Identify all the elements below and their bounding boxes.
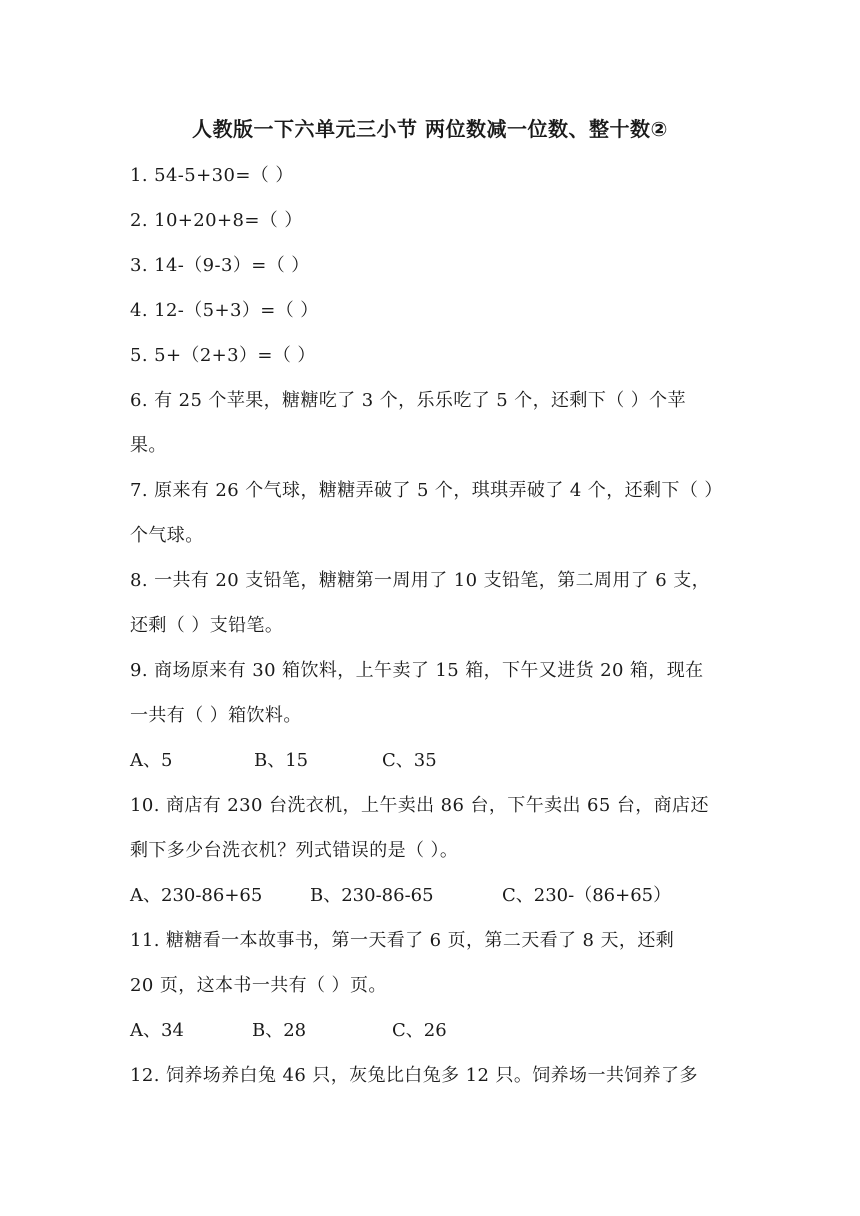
option-c: C、26 bbox=[392, 1020, 447, 1041]
option-c: C、35 bbox=[382, 750, 437, 771]
question-8-line-2: 还剩（ ）支铅笔。 bbox=[130, 615, 284, 636]
question-3: 3. 14-（9-3）=（ ） bbox=[130, 255, 310, 276]
question-7-line-2: 个气球。 bbox=[130, 525, 204, 546]
question-12-line-1: 12. 饲养场养白兔 46 只，灰兔比白兔多 12 只。饲养场一共饲养了多 bbox=[130, 1065, 698, 1086]
question-11-line-1: 11. 糖糖看一本故事书，第一天看了 6 页，第二天看了 8 天，还剩 bbox=[130, 930, 675, 951]
question-9-line-1: 9. 商场原来有 30 箱饮料，上午卖了 15 箱，下午又进货 20 箱，现在 bbox=[130, 660, 704, 681]
option-a: A、230-86+65 bbox=[130, 885, 263, 906]
question-1: 1. 54-5+30=（ ） bbox=[130, 165, 294, 186]
question-10-line-1: 10. 商店有 230 台洗衣机，上午卖出 86 台，下午卖出 65 台，商店还 bbox=[130, 795, 709, 816]
question-10-line-2: 剩下多少台洗衣机？列式错误的是（ ）。 bbox=[130, 840, 459, 861]
question-9-line-2: 一共有（ ）箱饮料。 bbox=[130, 705, 302, 726]
option-a: A、5 bbox=[130, 750, 173, 771]
option-c: C、230-（86+65） bbox=[502, 885, 672, 906]
option-a: A、34 bbox=[130, 1020, 184, 1041]
option-b: B、28 bbox=[252, 1020, 307, 1041]
question-11-line-2: 20 页，这本书一共有（ ）页。 bbox=[130, 975, 387, 996]
question-7-line-1: 7. 原来有 26 个气球，糖糖弄破了 5 个，琪琪弄破了 4 个，还剩下（ ） bbox=[130, 480, 723, 501]
question-5: 5. 5+（2+3）=（ ） bbox=[130, 345, 316, 366]
question-6-line-2: 果。 bbox=[130, 435, 167, 456]
page-title: 人教版一下六单元三小节 两位数减一位数、整十数② bbox=[192, 117, 668, 141]
question-2: 2. 10+20+8=（ ） bbox=[130, 210, 303, 231]
option-b: B、15 bbox=[254, 750, 309, 771]
option-b: B、230-86-65 bbox=[310, 885, 434, 906]
question-6-line-1: 6. 有 25 个苹果，糖糖吃了 3 个，乐乐吃了 5 个，还剩下（ ）个苹 bbox=[130, 390, 686, 411]
question-4: 4. 12-（5+3）=（ ） bbox=[130, 300, 319, 321]
question-8-line-1: 8. 一共有 20 支铅笔，糖糖第一周用了 10 支铅笔，第二周用了 6 支， bbox=[130, 570, 711, 591]
